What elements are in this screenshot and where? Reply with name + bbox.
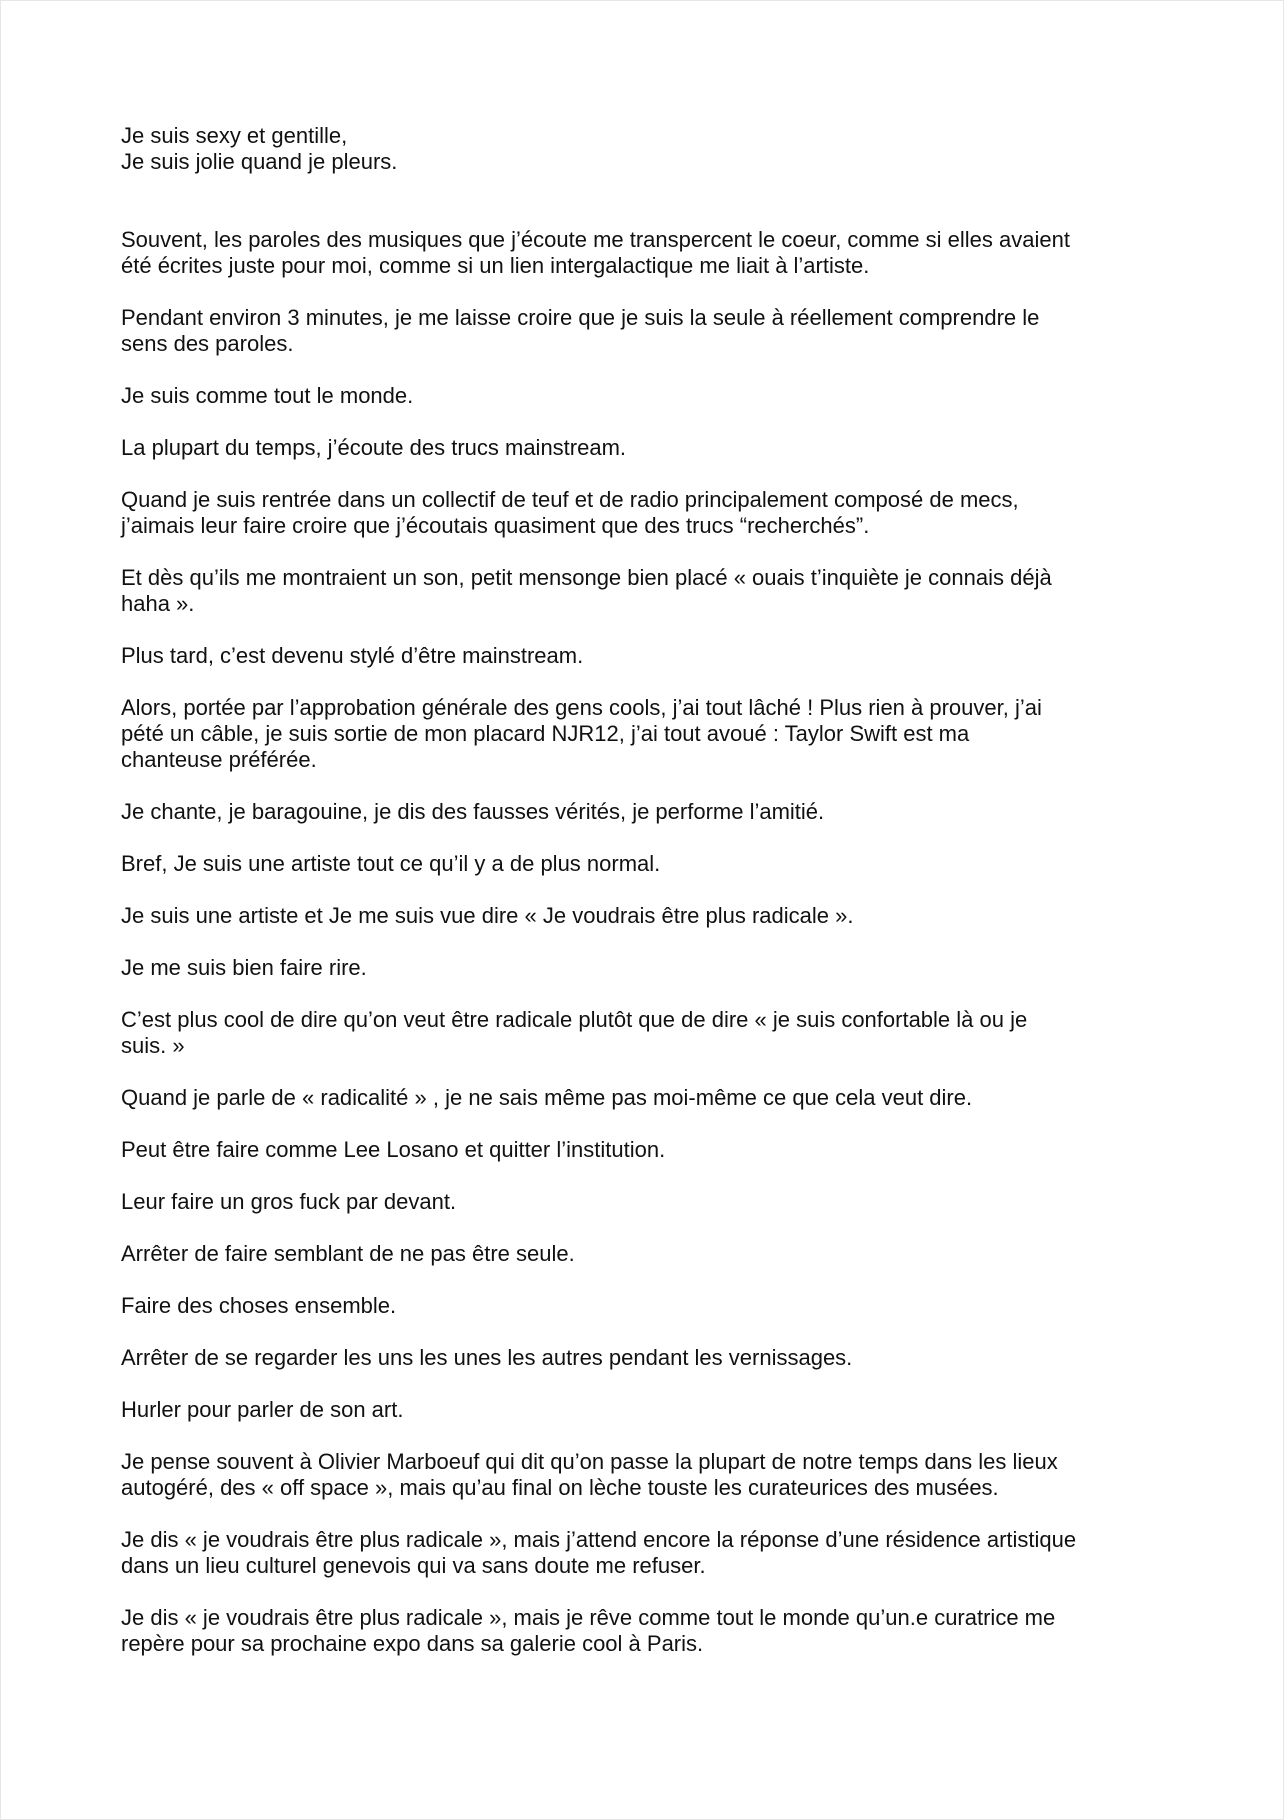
paragraph: La plupart du temps, j’écoute des trucs mainstream. xyxy=(121,435,627,460)
paragraph: Peut être faire comme Lee Losano et quitter l’institution. xyxy=(121,1137,666,1162)
paragraph: Souvent, les paroles des musiques que j’écoute me transpercent le coeur, comme si elles avaient été écrites juste pour moi, comme si un lien intergalactique me liait à l’artiste. xyxy=(121,227,1070,278)
paragraph: Quand je parle de « radicalité » , je ne sais même pas moi-même ce que cela veut dire. xyxy=(121,1085,973,1110)
paragraph: Et dès qu’ils me montraient un son, petit mensonge bien placé « ouais t’inquiète je connais déjà haha ». xyxy=(121,565,1052,616)
paragraph: Pendant environ 3 minutes, je me laisse croire que je suis la seule à réellement comprendre le sens des paroles. xyxy=(121,305,1040,356)
paragraph: Bref, Je suis une artiste tout ce qu’il y a de plus normal. xyxy=(121,851,661,876)
paragraph: Leur faire un gros fuck par devant. xyxy=(121,1189,457,1214)
paragraph: Arrêter de se regarder les uns les unes les autres pendant les vernissages. xyxy=(121,1345,853,1370)
paragraph: Arrêter de faire semblant de ne pas être seule. xyxy=(121,1241,575,1266)
paragraph: C’est plus cool de dire qu’on veut être radicale plutôt que de dire « je suis confortable là ou je suis. » xyxy=(121,1007,1028,1058)
paragraph: Hurler pour parler de son art. xyxy=(121,1397,404,1422)
paragraph: Faire des choses ensemble. xyxy=(121,1293,397,1318)
paragraph: Je suis une artiste et Je me suis vue dire « Je voudrais être plus radicale ». xyxy=(121,903,854,928)
document-body xyxy=(121,123,1181,1683)
paragraph: Je dis « je voudrais être plus radicale », mais j’attend encore la réponse d’une résidence artistique dans un lieu culturel genevois qui va sans doute me refuser. xyxy=(121,1527,1077,1578)
paragraph: Quand je suis rentrée dans un collectif de teuf et de radio principalement composé de mecs, j’aimais leur faire croire que j’écoutais quasiment que des trucs “recherchés”. xyxy=(121,487,1019,538)
paragraph: Je chante, je baragouine, je dis des fausses vérités, je performe l’amitié. xyxy=(121,799,825,824)
paragraph: Plus tard, c’est devenu stylé d’être mainstream. xyxy=(121,643,584,668)
paragraph: Je dis « je voudrais être plus radicale », mais je rêve comme tout le monde qu’un.e curatrice me repère pour sa prochaine expo dans sa galerie cool à Paris. xyxy=(121,1605,1056,1656)
paragraph: Alors, portée par l’approbation générale des gens cools, j’ai tout lâché ! Plus rien à prouver, j’ai pété un câble, je suis sortie de mon placard NJR12, j’ai tout avoué : Taylor Swift est ma chanteuse préférée. xyxy=(121,695,1042,772)
paragraph: Je suis comme tout le monde. xyxy=(121,383,414,408)
paragraph: Je pense souvent à Olivier Marboeuf qui dit qu’on passe la plupart de notre temps dans les lieux autogéré, des « off space », mais qu’au final on lèche touste les curateurices des musées. xyxy=(121,1449,1058,1500)
paragraph: Je suis sexy et gentille, Je suis jolie quand je pleurs. xyxy=(121,123,398,174)
paragraph: Je me suis bien faire rire. xyxy=(121,955,367,980)
